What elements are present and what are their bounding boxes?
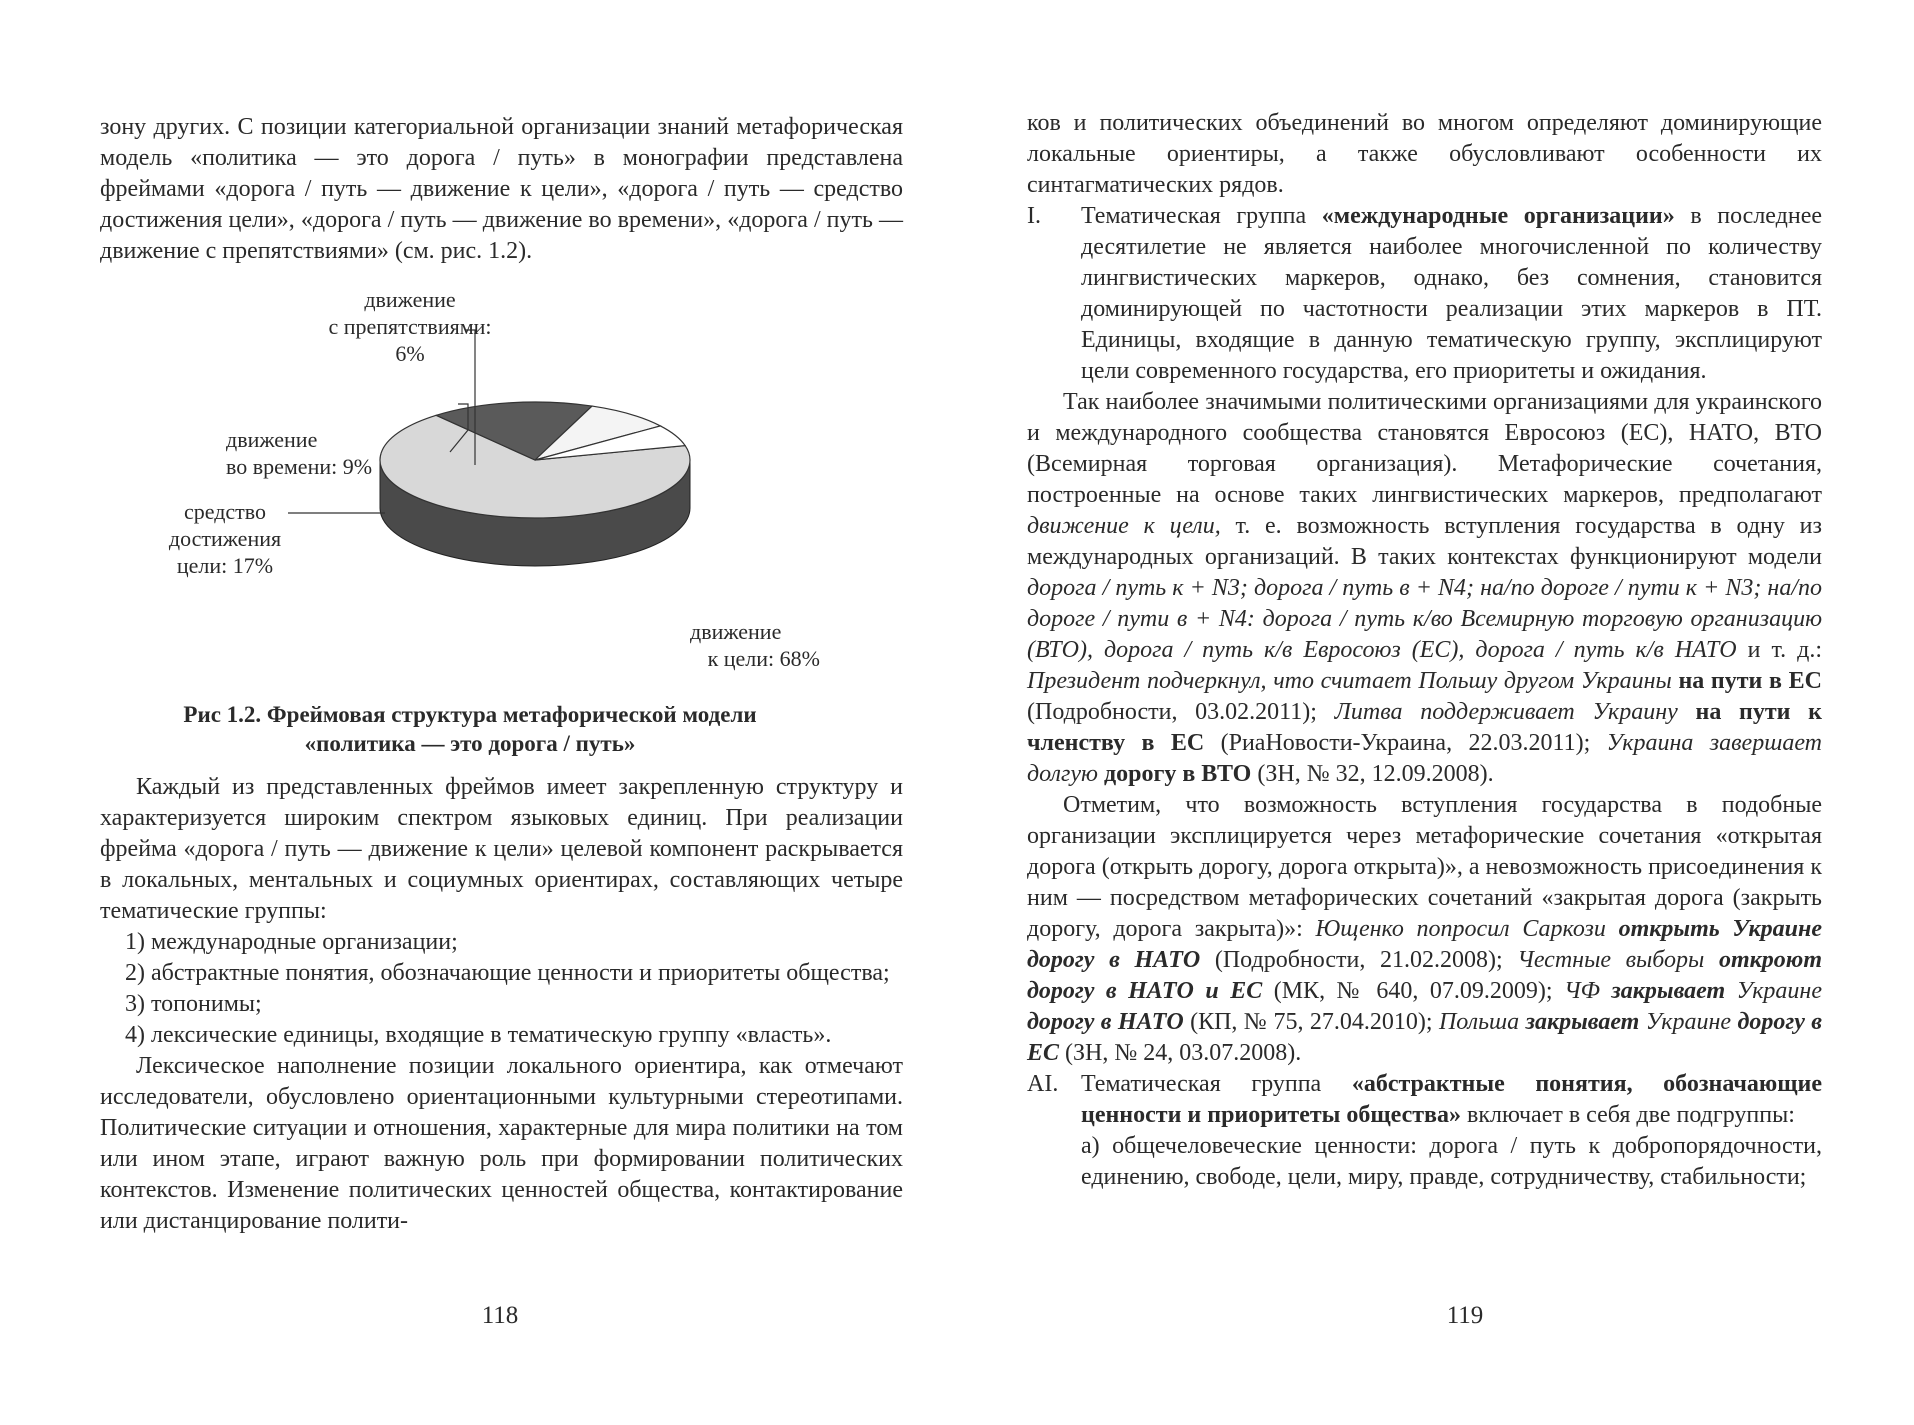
p2-f: (ЗН, № 32, 12.09.2008). — [1251, 761, 1494, 787]
p3-i5: Польша — [1438, 1009, 1526, 1035]
section-abstract-concepts — [1027, 1069, 1822, 1131]
section-1-marker: I. — [1027, 203, 1041, 229]
section-1-pre: Тематическая группа — [1081, 203, 1322, 229]
p3-i3: ЧФ — [1564, 978, 1612, 1004]
pie-chart — [168, 287, 860, 680]
label-means-line2: достижения — [168, 526, 282, 551]
section-international-orgs — [1027, 201, 1822, 387]
paragraph-lexical: Лексическое наполнение позиции локального ориентира, как отмечают исследователи, обусловлено ориентационными культурными стереотипами. Политические ситуации и отношения, характерные для мира политики на том или ином этапе, играют важную роль при формировании политических контекстов. Изменение политических ценностей общества, контактирование или дистанцирование полити- — [100, 1053, 903, 1234]
p3-i6: Украине — [1639, 1009, 1738, 1035]
p2-bi1: на пути в ЕС — [1678, 668, 1822, 694]
list-item-2: 2) абстрактные понятия, обозначающие ценности и приоритеты общества; — [125, 960, 890, 986]
label-goal — [690, 618, 820, 672]
intro-text: зону других. С позиции категориальной организации знаний метафорическая модель «политика — это дорога / путь» в монографии представлена фреймами «дорога / путь — движение к цели», «дорога / путь — средство достижения цели», «дорога / путь — движение во времени», «дорога / путь — движение с препятствиями» (см. рис. 1.2). — [100, 114, 903, 264]
p3-i2: Честные выборы — [1517, 947, 1719, 973]
p3-c: (МК, № 640, 07.09.2009); — [1262, 978, 1565, 1004]
p2-i4: Литва поддерживает Украину — [1334, 699, 1696, 725]
p3-bi6: дорогу в ЕС — [1027, 1009, 1822, 1066]
label-obstacles-line2: с препятствиями: — [328, 314, 492, 339]
page-right — [960, 0, 1914, 1425]
p2-bi3: дорогу в ВТО — [1103, 761, 1252, 787]
label-time-line2: во времени: 9% — [226, 454, 373, 479]
section-2-body: включает в себя две подгруппы: — [1461, 1102, 1795, 1128]
p2-c: и т. д.: — [1736, 637, 1823, 663]
p3-bi5: закрывает — [1525, 1009, 1640, 1035]
p3-b: (Подробности, 21.02.2008); — [1200, 947, 1518, 973]
p3-a: Отметим, что возможность вступления государства в подобные организации эксплицируется через метафорические сочетания «открытая дорога (открыть дорогу, дорога открыта)», а невозможность присоединения к ним — посредством метафорических сочетаний «закрытая дорога (закрыть дорогу, дорога закрыта)»: — [1027, 792, 1822, 942]
subgroup-a: а) общечеловеческие ценности: дорога / путь к добропорядочности, единению, свободе, цели, миру, правде, сотрудничеству, стабильности; — [1081, 1133, 1822, 1190]
p2-i5: Украина завершает долгую — [1027, 730, 1822, 787]
label-obstacles-line1: движение — [364, 287, 456, 312]
label-obstacles — [300, 286, 520, 367]
p3-i1: Ющенко попросил Саркози — [1315, 916, 1619, 942]
left-body — [100, 772, 903, 1237]
list-item-1: 1) международные организации; — [125, 929, 458, 955]
intro-paragraph — [100, 112, 903, 267]
p3-i4: Украине — [1725, 978, 1822, 1004]
page-number-right: 119 — [1446, 1302, 1484, 1329]
label-time-line1: движение — [226, 427, 318, 452]
p2-b: т. е. возможность вступления государства в одну из международных организаций. В таких контекстах функционируют модели — [1027, 513, 1822, 570]
caption-line1: Рис 1.2. Фреймовая структура метафорической модели — [183, 702, 757, 727]
paragraph-organizations — [1027, 387, 1822, 790]
p2-i3: Президент подчеркнул, что считает Польшу другом Украины — [1027, 668, 1679, 694]
p2-e: (РиаНовости-Украина, 22.03.2011); — [1204, 730, 1607, 756]
p2-i1: движение к цели, — [1027, 513, 1221, 539]
label-time — [226, 426, 372, 480]
section-2-marker: AI. — [1027, 1071, 1059, 1097]
section-2-pre: Тематическая группа — [1081, 1071, 1352, 1097]
label-goal-line1: движение — [690, 619, 782, 644]
list-item-4: 4) лексические единицы, входящие в тематическую группу «власть». — [125, 1022, 832, 1048]
figure-caption — [150, 700, 790, 758]
paragraph-top: ков и политических объединений во многом определяют доминирующие локальные ориентиры, а также обусловливают особенности их синтагматических рядов. — [1027, 110, 1822, 198]
p2-bi2: на пути к членству в ЕС — [1027, 699, 1823, 756]
label-goal-line2: к цели: 68% — [707, 646, 820, 671]
p3-e: (ЗН, № 24, 03.07.2008). — [1059, 1040, 1302, 1066]
section-2-title: «абстрактные понятия, обозначающие ценности и приоритеты общества» — [1081, 1071, 1822, 1128]
paragraph-frames: Каждый из представленных фреймов имеет закрепленную структуру и характеризуется широким спектром языковых единиц. При реализации фрейма «дорога / путь — движение к цели» целевой компонент раскрывается в локальных, ментальных и социумных ориентирах, составляющих четыре тематические группы: — [100, 774, 903, 924]
label-means-line1: средство — [183, 499, 267, 524]
section-1-body: в последнее десятилетие не является наиболее многочисленной по количеству лингвистических маркеров, однако, без сомнения, становится доминирующей по частотности реализации этих маркеров в ПТ. Единицы, входящие в данную тематическую группу, эксплицируют цели современного государства, его приоритеты и ожидания. — [1081, 203, 1823, 384]
p3-bi4: дорогу в НАТО — [1027, 1009, 1184, 1035]
p2-i2: дорога / путь к + N3; дорога / путь в + N4; на/по дороге / пути к + N3; на/по дороге / пути в + N4: дорога / путь к/во Всемирную торговую организацию (ВТО), дорога / путь к/в Евросоюз (ЕС), дорога / путь к/в НАТО — [1027, 575, 1822, 663]
p3-bi2: откроют дорогу в НАТО и ЕС — [1027, 947, 1822, 1004]
paragraph-open-closed — [1027, 790, 1822, 1069]
p3-bi1: открыть Украине дорогу в НАТО — [1027, 916, 1822, 973]
label-means-line3: цели: 17% — [176, 553, 274, 578]
caption-line2: «политика — это дорога / путь» — [304, 731, 636, 756]
label-obstacles-line3: 6% — [395, 341, 425, 366]
right-body — [1027, 108, 1822, 1193]
list-item-3: 3) топонимы; — [125, 991, 262, 1017]
p3-bi3: закрывает — [1611, 978, 1726, 1004]
page-number-left: 118 — [481, 1302, 519, 1329]
label-means — [160, 498, 290, 579]
p2-d: (Подробности, 03.02.2011); — [1027, 699, 1335, 725]
p3-d: (КП, № 75, 27.04.2010); — [1183, 1009, 1439, 1035]
p2-a: Так наиболее значимыми политическими организациями для украинского и международного сообщества становятся Евросоюз (ЕС), НАТО, ВТО (Всемирная торговая организация). Метафорические сочетания, построенные на основе таких лингвистических маркеров, предполагают — [1027, 389, 1822, 508]
section-1-title: «международные организации» — [1321, 203, 1675, 229]
